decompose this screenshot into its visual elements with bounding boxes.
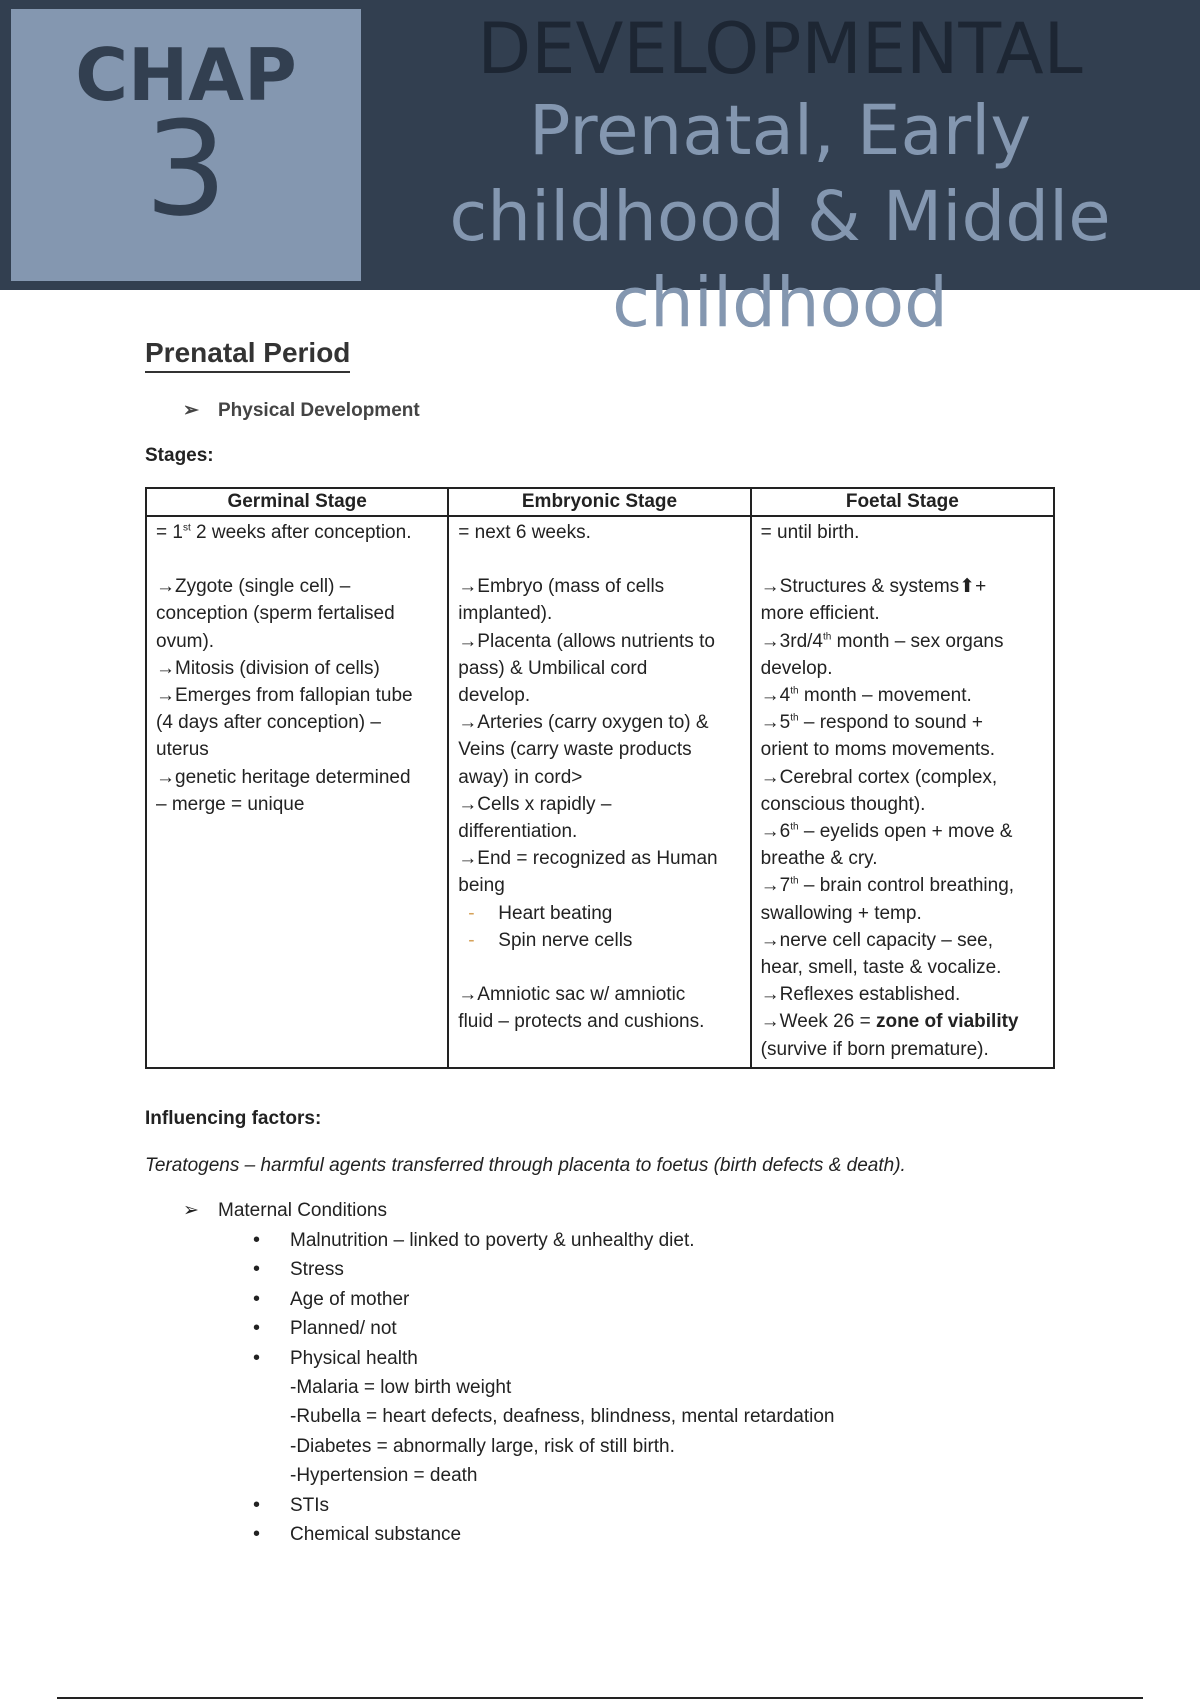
subtitle-line: childhood & Middle xyxy=(449,177,1111,257)
cell-line: conscious thought). xyxy=(760,793,926,815)
cell-line: develop. xyxy=(760,657,833,679)
cell-line: swallowing + temp. xyxy=(760,902,922,924)
list-item: • STIs xyxy=(253,1491,834,1520)
cell-line xyxy=(761,628,1045,655)
cell-line: pass) & Umbilical cord xyxy=(458,657,648,679)
subtitle-line: Prenatal, Early xyxy=(528,91,1032,171)
cell-line: more efficient. xyxy=(760,603,880,625)
germinal-cell xyxy=(146,516,448,1068)
cell-line: →Mitosis (division of cells) xyxy=(156,657,380,679)
list-subitem: -Malaria = low birth weight xyxy=(290,1377,512,1399)
text-run: →7 xyxy=(760,875,791,897)
spacer xyxy=(156,546,439,573)
text-run: →Week 26 = xyxy=(760,1011,876,1033)
superscript: th xyxy=(790,685,799,697)
cell-line: orient to moms movements. xyxy=(760,739,996,761)
cell-line xyxy=(761,573,1045,600)
arrow-bullet-icon: ➢ xyxy=(183,400,199,421)
superscript: th xyxy=(790,712,799,724)
text-run: →3rd/4 xyxy=(760,630,823,652)
arrow-bullet-icon: ➢ xyxy=(183,1200,199,1221)
cell-line xyxy=(761,1008,1045,1035)
list-item: • Planned/ not xyxy=(253,1314,834,1343)
cell-line: →Placenta (allows nutrients to xyxy=(458,630,715,652)
sub-list-item: - Heart beating xyxy=(458,900,741,927)
text-run: – respond to sound + xyxy=(798,712,983,734)
text-run: – brain control breathing, xyxy=(798,875,1015,897)
cell-line xyxy=(761,709,1045,736)
text-run: + xyxy=(975,576,987,598)
embryonic-cell xyxy=(448,516,750,1068)
spacer xyxy=(458,546,741,573)
list-item: • Stress xyxy=(253,1255,834,1284)
cell-line: differentiation. xyxy=(458,821,578,843)
cell-line: →genetic heritage determined xyxy=(156,766,411,788)
maternal-conditions-bullet xyxy=(183,1199,387,1222)
cell-line: = until birth. xyxy=(760,522,860,543)
cell-line: being xyxy=(458,875,505,897)
cell-line: develop. xyxy=(458,685,531,707)
list-item: • Malnutrition – linked to poverty & unhealthy diet. xyxy=(253,1226,834,1255)
superscript: th xyxy=(790,876,799,888)
spacer xyxy=(458,954,741,981)
superscript: th xyxy=(822,631,832,643)
cell-line xyxy=(156,519,439,546)
cell-line: →nerve cell capacity – see, xyxy=(760,929,994,951)
chapter-number: 3 xyxy=(144,93,228,245)
cell-line: hear, smell, taste & vocalize. xyxy=(760,957,1002,979)
chapter-box xyxy=(11,9,361,281)
chapter-banner xyxy=(0,0,1200,343)
spacer xyxy=(761,546,1045,573)
section-heading: Prenatal Period xyxy=(145,338,350,373)
table-row xyxy=(146,516,1054,1068)
maternal-conditions-list xyxy=(253,1226,834,1549)
cell-line: uterus xyxy=(156,739,209,761)
list-subitem: -Diabetes = abnormally large, risk of still birth. xyxy=(290,1435,675,1457)
list-item: • Age of mother xyxy=(253,1285,834,1314)
cell-line xyxy=(761,682,1045,709)
chapter-label: CHAP xyxy=(75,33,297,117)
teratogens-definition: Teratogens – harmful agents transferred through placenta to foetus (birth defects & death). xyxy=(145,1155,906,1176)
cell-line: →Reflexes established. xyxy=(760,984,961,1006)
table-header-row xyxy=(146,488,1054,516)
banner-title: DEVELOPMENTAL xyxy=(477,8,1083,90)
text-run: →Structures & systems xyxy=(760,576,960,598)
subtitle-line: childhood xyxy=(612,263,948,343)
cell-line: →Emerges from fallopian tube xyxy=(156,685,413,707)
cell-line: implanted). xyxy=(458,603,553,625)
cell-line: = next 6 weeks. xyxy=(458,522,591,543)
column-header: Embryonic Stage xyxy=(448,488,750,516)
physical-development-bullet xyxy=(183,399,420,422)
list-item: • Physical health xyxy=(253,1344,834,1373)
superscript: st xyxy=(182,522,191,534)
stages-label: Stages: xyxy=(145,445,214,466)
cell-line: fluid – protects and cushions. xyxy=(458,1011,705,1033)
bold-text: zone of viability xyxy=(875,1011,1019,1033)
list-subitem: -Rubella = heart defects, deafness, blindness, mental retardation xyxy=(290,1406,835,1428)
cell-line: →Amniotic sac w/ amniotic xyxy=(458,984,686,1006)
cell-line: →End = recognized as Human xyxy=(458,848,718,870)
cell-line: conception (sperm fertalised xyxy=(156,603,395,625)
cell-line: →Cells x rapidly – xyxy=(458,793,612,815)
cell-line: →Embryo (mass of cells xyxy=(458,576,665,598)
text-run: →6 xyxy=(760,821,791,843)
cell-line xyxy=(761,872,1045,899)
up-arrow-icon: ⬆ xyxy=(959,576,976,598)
footer-divider xyxy=(57,1697,1143,1699)
text-run: – eyelids open + move & xyxy=(798,821,1013,843)
banner-subtitle xyxy=(405,88,1155,346)
text-run: →5 xyxy=(760,712,791,734)
stages-table xyxy=(145,487,1055,1069)
bullet-label: Physical Development xyxy=(218,400,420,421)
text-run: →4 xyxy=(760,685,791,707)
sub-list-item: - Spin nerve cells xyxy=(458,927,741,954)
cell-line: →Arteries (carry oxygen to) & xyxy=(458,712,709,734)
cell-line: (4 days after conception) – xyxy=(156,712,381,734)
text-run: = 1 xyxy=(156,522,183,543)
cell-line: →Cerebral cortex (complex, xyxy=(760,766,998,788)
list-subitem: -Hypertension = death xyxy=(290,1465,478,1487)
text-run: month – movement. xyxy=(798,685,972,707)
superscript: th xyxy=(790,821,799,833)
column-header: Germinal Stage xyxy=(146,488,448,516)
bullet-label: Maternal Conditions xyxy=(218,1200,387,1221)
cell-line: Veins (carry waste products xyxy=(458,739,692,761)
cell-line: (survive if born premature). xyxy=(760,1038,989,1060)
list-item: • Chemical substance xyxy=(253,1520,834,1549)
cell-line: away) in cord> xyxy=(458,766,583,788)
cell-line: →Zygote (single cell) – xyxy=(156,576,351,598)
cell-line: ovum). xyxy=(156,630,215,652)
cell-line xyxy=(761,818,1045,845)
foetal-cell xyxy=(751,516,1054,1068)
cell-line: – merge = unique xyxy=(156,793,305,815)
influencing-factors-heading: Influencing factors: xyxy=(145,1108,322,1129)
text-run: 2 weeks after conception. xyxy=(190,522,412,543)
text-run: month – sex organs xyxy=(831,630,1004,652)
column-header: Foetal Stage xyxy=(751,488,1054,516)
cell-line: breathe & cry. xyxy=(760,848,878,870)
